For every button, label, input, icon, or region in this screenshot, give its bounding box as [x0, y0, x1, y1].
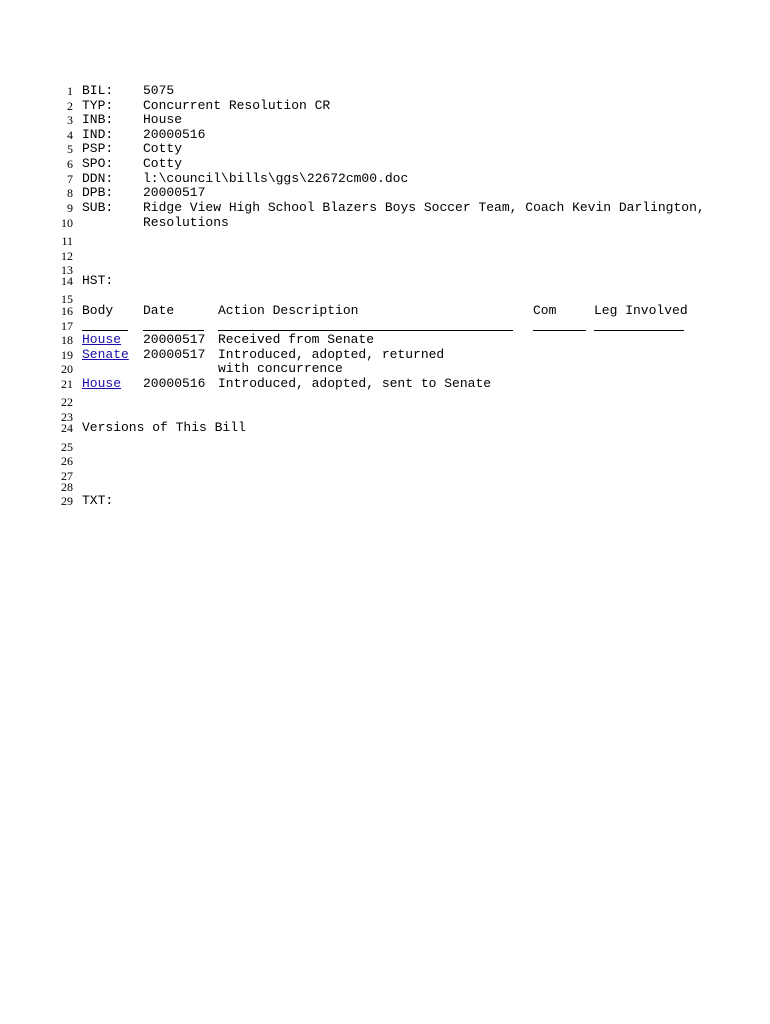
column-rule	[143, 330, 204, 331]
row-action: Introduced, adopted, returned	[218, 347, 445, 362]
line-number: 22	[61, 395, 73, 409]
field-label: TYP:	[82, 98, 114, 113]
line-number: 27	[61, 469, 73, 483]
field-value: l:\council\bills\ggs\22672cm00.doc	[143, 171, 409, 186]
line-number: 24	[61, 421, 73, 435]
line-number: 6	[67, 157, 73, 171]
line-number: 18	[61, 333, 73, 347]
field-label: DPB:	[82, 185, 114, 200]
line-number: 17	[61, 319, 73, 333]
line-number: 10	[61, 216, 73, 230]
line-number: 3	[67, 113, 73, 127]
line-number: 13	[61, 263, 73, 277]
line-number: 4	[67, 128, 73, 142]
column-header: Date	[143, 303, 175, 318]
row-date: 20000517	[143, 347, 206, 362]
field-label: INB:	[82, 112, 114, 127]
field-value: Concurrent Resolution CR	[143, 98, 331, 113]
line-number: 11	[61, 234, 73, 248]
column-rule	[594, 330, 684, 331]
history-label: HST:	[82, 273, 114, 288]
field-label: SUB:	[82, 200, 114, 215]
field-value-continuation: Resolutions	[143, 215, 229, 230]
line-number: 1	[67, 84, 73, 98]
line-number: 29	[61, 494, 73, 508]
line-number: 28	[61, 480, 73, 494]
line-number: 15	[61, 292, 73, 306]
column-header: Com	[533, 303, 557, 318]
field-value: 20000516	[143, 127, 206, 142]
line-number: 5	[67, 142, 73, 156]
line-number: 8	[67, 186, 73, 200]
line-number: 25	[61, 440, 73, 454]
body-link[interactable]: Senate	[82, 347, 129, 362]
field-value: 20000517	[143, 185, 206, 200]
column-rule	[533, 330, 586, 331]
line-number: 26	[61, 454, 73, 468]
line-number: 21	[61, 377, 73, 391]
field-label: BIL:	[82, 83, 114, 98]
line-number: 23	[61, 410, 73, 424]
row-date: 20000516	[143, 376, 206, 391]
field-value: Cotty	[143, 156, 183, 171]
column-rule	[218, 330, 513, 331]
versions-heading: Versions of This Bill	[82, 420, 246, 435]
row-action-continuation: with concurrence	[218, 361, 343, 376]
field-value: 5075	[143, 83, 175, 98]
field-label: DDN:	[82, 171, 114, 186]
line-number: 20	[61, 362, 73, 376]
line-number: 16	[61, 304, 73, 318]
row-action: Received from Senate	[218, 332, 375, 347]
row-date: 20000517	[143, 332, 206, 347]
column-header: Leg Involved	[594, 303, 688, 318]
line-number: 19	[61, 348, 73, 362]
body-link[interactable]: House	[82, 376, 122, 391]
line-number: 2	[67, 99, 73, 113]
line-number: 7	[67, 172, 73, 186]
line-number: 12	[61, 249, 73, 263]
line-number: 14	[61, 274, 73, 288]
column-header: Action Description	[218, 303, 359, 318]
line-number: 9	[67, 201, 73, 215]
field-value: Cotty	[143, 141, 183, 156]
field-label: IND:	[82, 127, 114, 142]
row-action: Introduced, adopted, sent to Senate	[218, 376, 492, 391]
body-link[interactable]: House	[82, 332, 122, 347]
field-label: PSP:	[82, 141, 114, 156]
column-header: Body	[82, 303, 114, 318]
column-rule	[82, 330, 128, 331]
field-value: House	[143, 112, 183, 127]
field-value: Ridge View High School Blazers Boys Soccer Team, Coach Kevin Darlington,	[143, 200, 705, 215]
text-label: TXT:	[82, 493, 114, 508]
field-label: SPO:	[82, 156, 114, 171]
